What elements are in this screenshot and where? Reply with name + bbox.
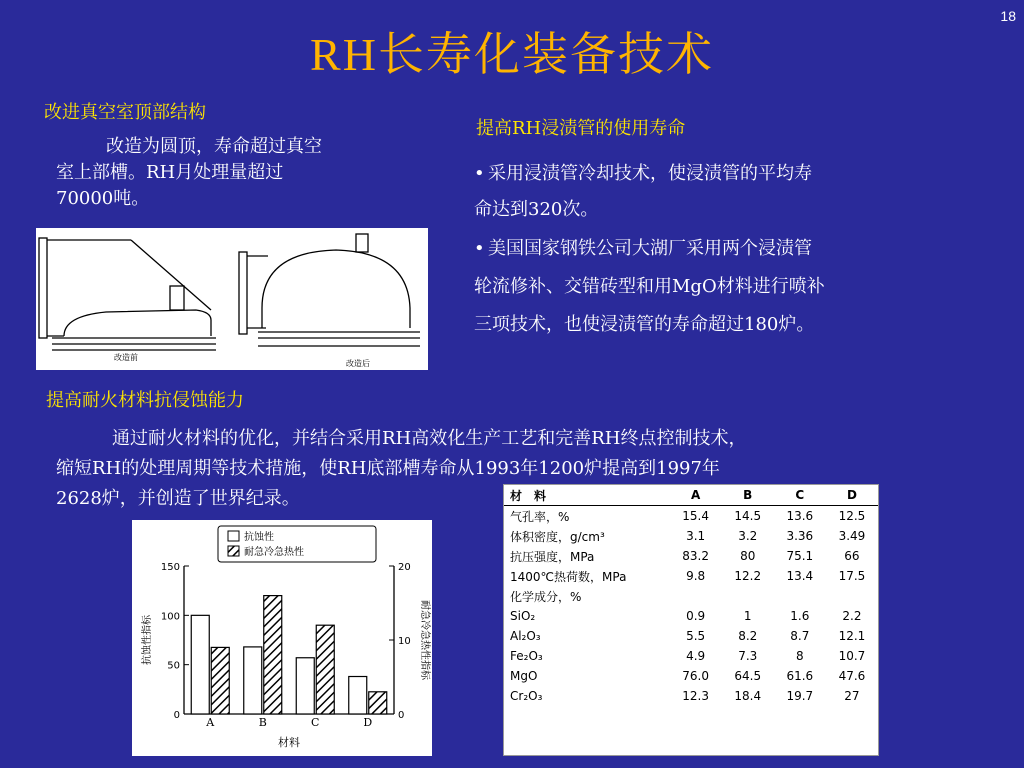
- table-cell: 76.0: [682, 669, 709, 683]
- legend-swatch-series2: [228, 546, 239, 556]
- table-cell: 1: [743, 609, 752, 623]
- para-line: 70000吨。: [56, 188, 150, 209]
- vacuum-roof-paragraph: [56, 134, 436, 212]
- table-cell: 12.3: [682, 689, 709, 703]
- table-row: [504, 626, 878, 646]
- snorkel-bullets: [474, 156, 994, 344]
- x-tick-label: B: [258, 716, 267, 729]
- bullet-line: 命达到320次。: [474, 199, 599, 220]
- table-header-material: 材 料: [504, 485, 670, 506]
- bullet-item: [474, 156, 994, 228]
- table-cell: 7.3: [738, 649, 758, 663]
- table-cell: 0.9: [686, 609, 706, 623]
- table-cell: 3.2: [738, 529, 758, 543]
- table-cell: 3.36: [786, 529, 814, 543]
- table-cell: [722, 586, 774, 606]
- table-cell: 13.4: [786, 569, 814, 583]
- table-cell: 27: [844, 689, 860, 703]
- y-tick-label: 150: [160, 562, 180, 573]
- table-row-label: 气孔率，%: [510, 509, 570, 524]
- heading-vacuum-roof: 改进真空室顶部结构: [44, 102, 206, 123]
- table-cell: 8: [796, 649, 804, 663]
- table-cell: 75.1: [786, 549, 814, 563]
- bar-series1: [349, 677, 367, 714]
- table-cell: [670, 586, 722, 606]
- y2-tick-label: 20: [398, 562, 411, 573]
- table-cell: 83.2: [682, 549, 709, 563]
- table-row-label: 体积密度，g/cm³: [510, 529, 605, 544]
- y-tick-label: 100: [160, 611, 180, 623]
- table-cell: 1.6: [790, 609, 810, 623]
- y-tick-label: 0: [173, 710, 180, 721]
- table-cell: 17.5: [838, 569, 866, 583]
- table-row: [504, 666, 878, 686]
- para-line: 缩短RH的处理周期等技术措施，使RH底部槽寿命从1993年1200炉提高到1997年: [56, 458, 720, 479]
- table-header-row: [504, 485, 878, 506]
- y2-tick-label: 0: [398, 710, 405, 721]
- table-row-label: SiO₂: [510, 609, 536, 623]
- table-row-label: Al₂O₃: [510, 629, 541, 643]
- table-cell: 66: [844, 549, 860, 563]
- table-cell: 14.5: [734, 509, 762, 523]
- table-cell: 12.2: [734, 569, 762, 583]
- figure-label-before: 改造前: [114, 353, 138, 362]
- bar-chart-panel: [132, 520, 432, 756]
- table-row-label: 抗压强度，MPa: [510, 549, 595, 564]
- table-cell: 2.2: [842, 609, 862, 623]
- table-cell: 10.7: [838, 649, 866, 663]
- legend-label-series1: 抗蚀性: [244, 532, 274, 543]
- table-cell: 8.7: [790, 629, 810, 643]
- table-row-label: MgO: [510, 669, 538, 683]
- y2-axis-label: 耐急冷急热性指标: [419, 600, 430, 680]
- table-cell: [774, 586, 826, 606]
- table-row: [504, 566, 878, 586]
- bar-series1: [296, 658, 314, 714]
- y2-tick-label: 10: [398, 636, 411, 647]
- figure-label-after: 改造后: [346, 359, 370, 368]
- table-header-col: A: [670, 485, 722, 506]
- x-axis-label: 材料: [278, 736, 300, 749]
- bullet-dot: •: [474, 238, 485, 259]
- table-cell: 3.49: [838, 529, 866, 543]
- legend-swatch-series1: [228, 531, 239, 541]
- bar-series2: [369, 692, 387, 714]
- heading-refractory: 提高耐火材料抗侵蚀能力: [46, 390, 244, 411]
- bar-series2: [264, 596, 282, 714]
- table-header-col: D: [826, 485, 878, 506]
- vacuum-chamber-drawing: [36, 228, 428, 370]
- table-cell: 9.8: [686, 569, 706, 583]
- slide-number: 18: [1000, 8, 1016, 24]
- table-row: [504, 506, 878, 527]
- bullet-item: [474, 230, 994, 344]
- table-cell: [826, 586, 878, 606]
- vacuum-chamber-figure: [36, 228, 428, 370]
- table-row: [504, 686, 878, 706]
- table-cell: 8.2: [738, 629, 758, 643]
- table-cell: 19.7: [786, 689, 814, 703]
- table-row-label: 1400℃热荷数，MPa: [510, 569, 627, 584]
- para-line: 室上部槽。RH月处理量超过: [56, 162, 284, 183]
- bar-series2: [211, 647, 229, 714]
- bar-chart: [132, 520, 432, 756]
- x-tick-label: A: [206, 716, 215, 729]
- slide-title: RH长寿化装备技术: [310, 29, 714, 80]
- table-cell: 13.6: [786, 509, 814, 523]
- table-cell: 12.1: [838, 629, 866, 643]
- material-table: [504, 485, 878, 706]
- x-tick-label: C: [311, 716, 320, 729]
- table-cell: 61.6: [786, 669, 814, 683]
- y-tick-label: 50: [167, 660, 180, 672]
- table-row-label: 化学成分，%: [510, 589, 582, 604]
- bullet-dot: •: [474, 163, 485, 184]
- para-line: 改造为圆顶，寿命超过真空: [106, 136, 322, 157]
- table-cell: 80: [740, 549, 756, 563]
- heading-snorkel-life: 提高RH浸渍管的使用寿命: [476, 118, 686, 139]
- table-row: [504, 546, 878, 566]
- table-row: [504, 526, 878, 546]
- table-row: [504, 646, 878, 666]
- table-cell: 64.5: [734, 669, 762, 683]
- bullet-line: 轮流修补、交错砖型和用MgO材料进行喷补: [474, 276, 825, 297]
- table-header-col: B: [722, 485, 774, 506]
- material-table-panel: [503, 484, 879, 756]
- table-cell: 47.6: [838, 669, 866, 683]
- y-axis-label: 抗蚀性指标: [142, 615, 153, 665]
- table-row-label: Cr₂O₃: [510, 689, 543, 703]
- table-cell: 3.1: [686, 529, 706, 543]
- bullet-line: 美国国家钢铁公司大湖厂采用两个浸渍管: [488, 238, 812, 259]
- table-cell: 5.5: [686, 629, 706, 643]
- table-cell: 15.4: [682, 509, 709, 523]
- para-line: 通过耐火材料的优化，并结合采用RH高效化生产工艺和完善RH终点控制技术，: [112, 428, 747, 449]
- bullet-line: 采用浸渍管冷却技术，使浸渍管的平均寿: [488, 163, 812, 184]
- table-cell: 18.4: [734, 689, 762, 703]
- table-row: [504, 586, 878, 606]
- table-header-col: C: [774, 485, 826, 506]
- bar-series1: [244, 647, 262, 714]
- table-row-label: Fe₂O₃: [510, 649, 543, 663]
- table-row: [504, 606, 878, 626]
- legend-label-series2: 耐急冷急热性: [244, 547, 304, 558]
- bullet-line: 三项技术，也使浸渍管的寿命超过180炉。: [474, 314, 815, 335]
- x-tick-label: D: [363, 716, 373, 729]
- table-cell: 4.9: [686, 649, 706, 663]
- bar-series1: [191, 615, 209, 714]
- bar-series2: [316, 625, 334, 714]
- para-line: 2628炉，并创造了世界纪录。: [56, 488, 300, 509]
- table-cell: 12.5: [838, 509, 866, 523]
